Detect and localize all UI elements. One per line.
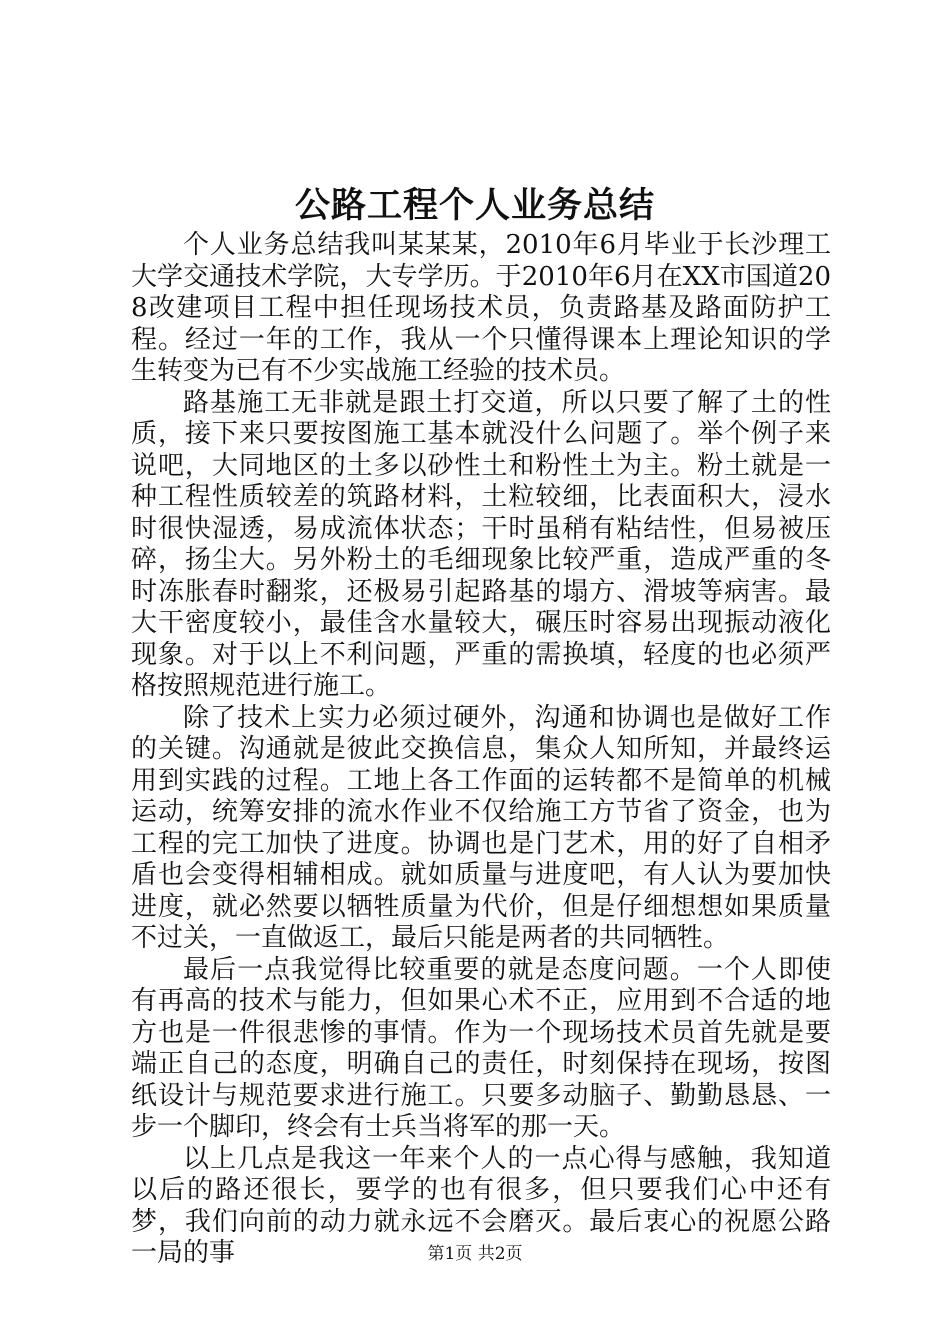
paragraph-1: 个人业务总结我叫某某某，2010年6月毕业于长沙理工大学交通技术学院，大专学历。于2010年6月在XX市国道208改建项目工程中担任现场技术员，负责路基及路面防护工程。经过一年的工作，我从一个只懂得课本上理论知识的学生转变为已有不少实战施工经验的技术员。 [131, 230, 831, 386]
paragraph-3: 除了技术上实力必须过硬外，沟通和协调也是做好工作的关键。沟通就是彼此交换信息，集众人知所知，并最终运用到实践的过程。工地上各工作面的运转都不是简单的机械运动，统筹安排的流水作业不仅给施工方节省了资金，也为工程的完工加快了进度。协调也是门艺术，用的好了自相矛盾也会变得相辅相成。就如质量与进度吧，有人认为要加快进度，就必然要以牺牲质量为代价，但是仔细想想如果质量不过关，一直做返工，最后只能是两者的共同牺牲。 [131, 702, 831, 953]
page-number-footer: 第1页 共2页 [427, 1244, 523, 1264]
document-title: 公路工程个人业务总结 [294, 185, 655, 226]
document-body [131, 230, 831, 1270]
paragraph-5: 以上几点是我这一年来个人的一点心得与感触，我知道以后的路还很长，要学的也有很多，但只要我们心中还有梦，我们向前的动力就永远不会磨灭。最后衷心的祝愿公路一局的事 [131, 1143, 831, 1268]
paragraph-4: 最后一点我觉得比较重要的就是态度问题。一个人即使有再高的技术与能力，但如果心术不正，应用到不合适的地方也是一件很悲惨的事情。作为一个现场技术员首先就是要端正自己的态度，明确自己的责任，时刻保持在现场，按图纸设计与规范要求进行施工。只要多动脑子、勤勤恳恳、一步一个脚印，终会有士兵当将军的那一天。 [131, 954, 831, 1142]
paragraph-2: 路基施工无非就是跟土打交道，所以只要了解了土的性质，接下来只要按图施工基本就没什么问题了。举个例子来说吧，大同地区的土多以砂性土和粉性土为主。粉土就是一种工程性质较差的筑路材料，土粒较细，比表面积大，浸水时很快湿透，易成流体状态；干时虽稍有粘结性，但易被压碎，扬尘大。另外粉土的毛细现象比较严重，造成严重的冬时冻胀春时翻浆，还极易引起路基的塌方、滑坡等病害。最大干密度较小，最佳含水量较大，碾压时容易出现振动液化现象。对于以上不利问题，严重的需换填，轻度的也必须严格按照规范进行施工。 [131, 387, 831, 701]
